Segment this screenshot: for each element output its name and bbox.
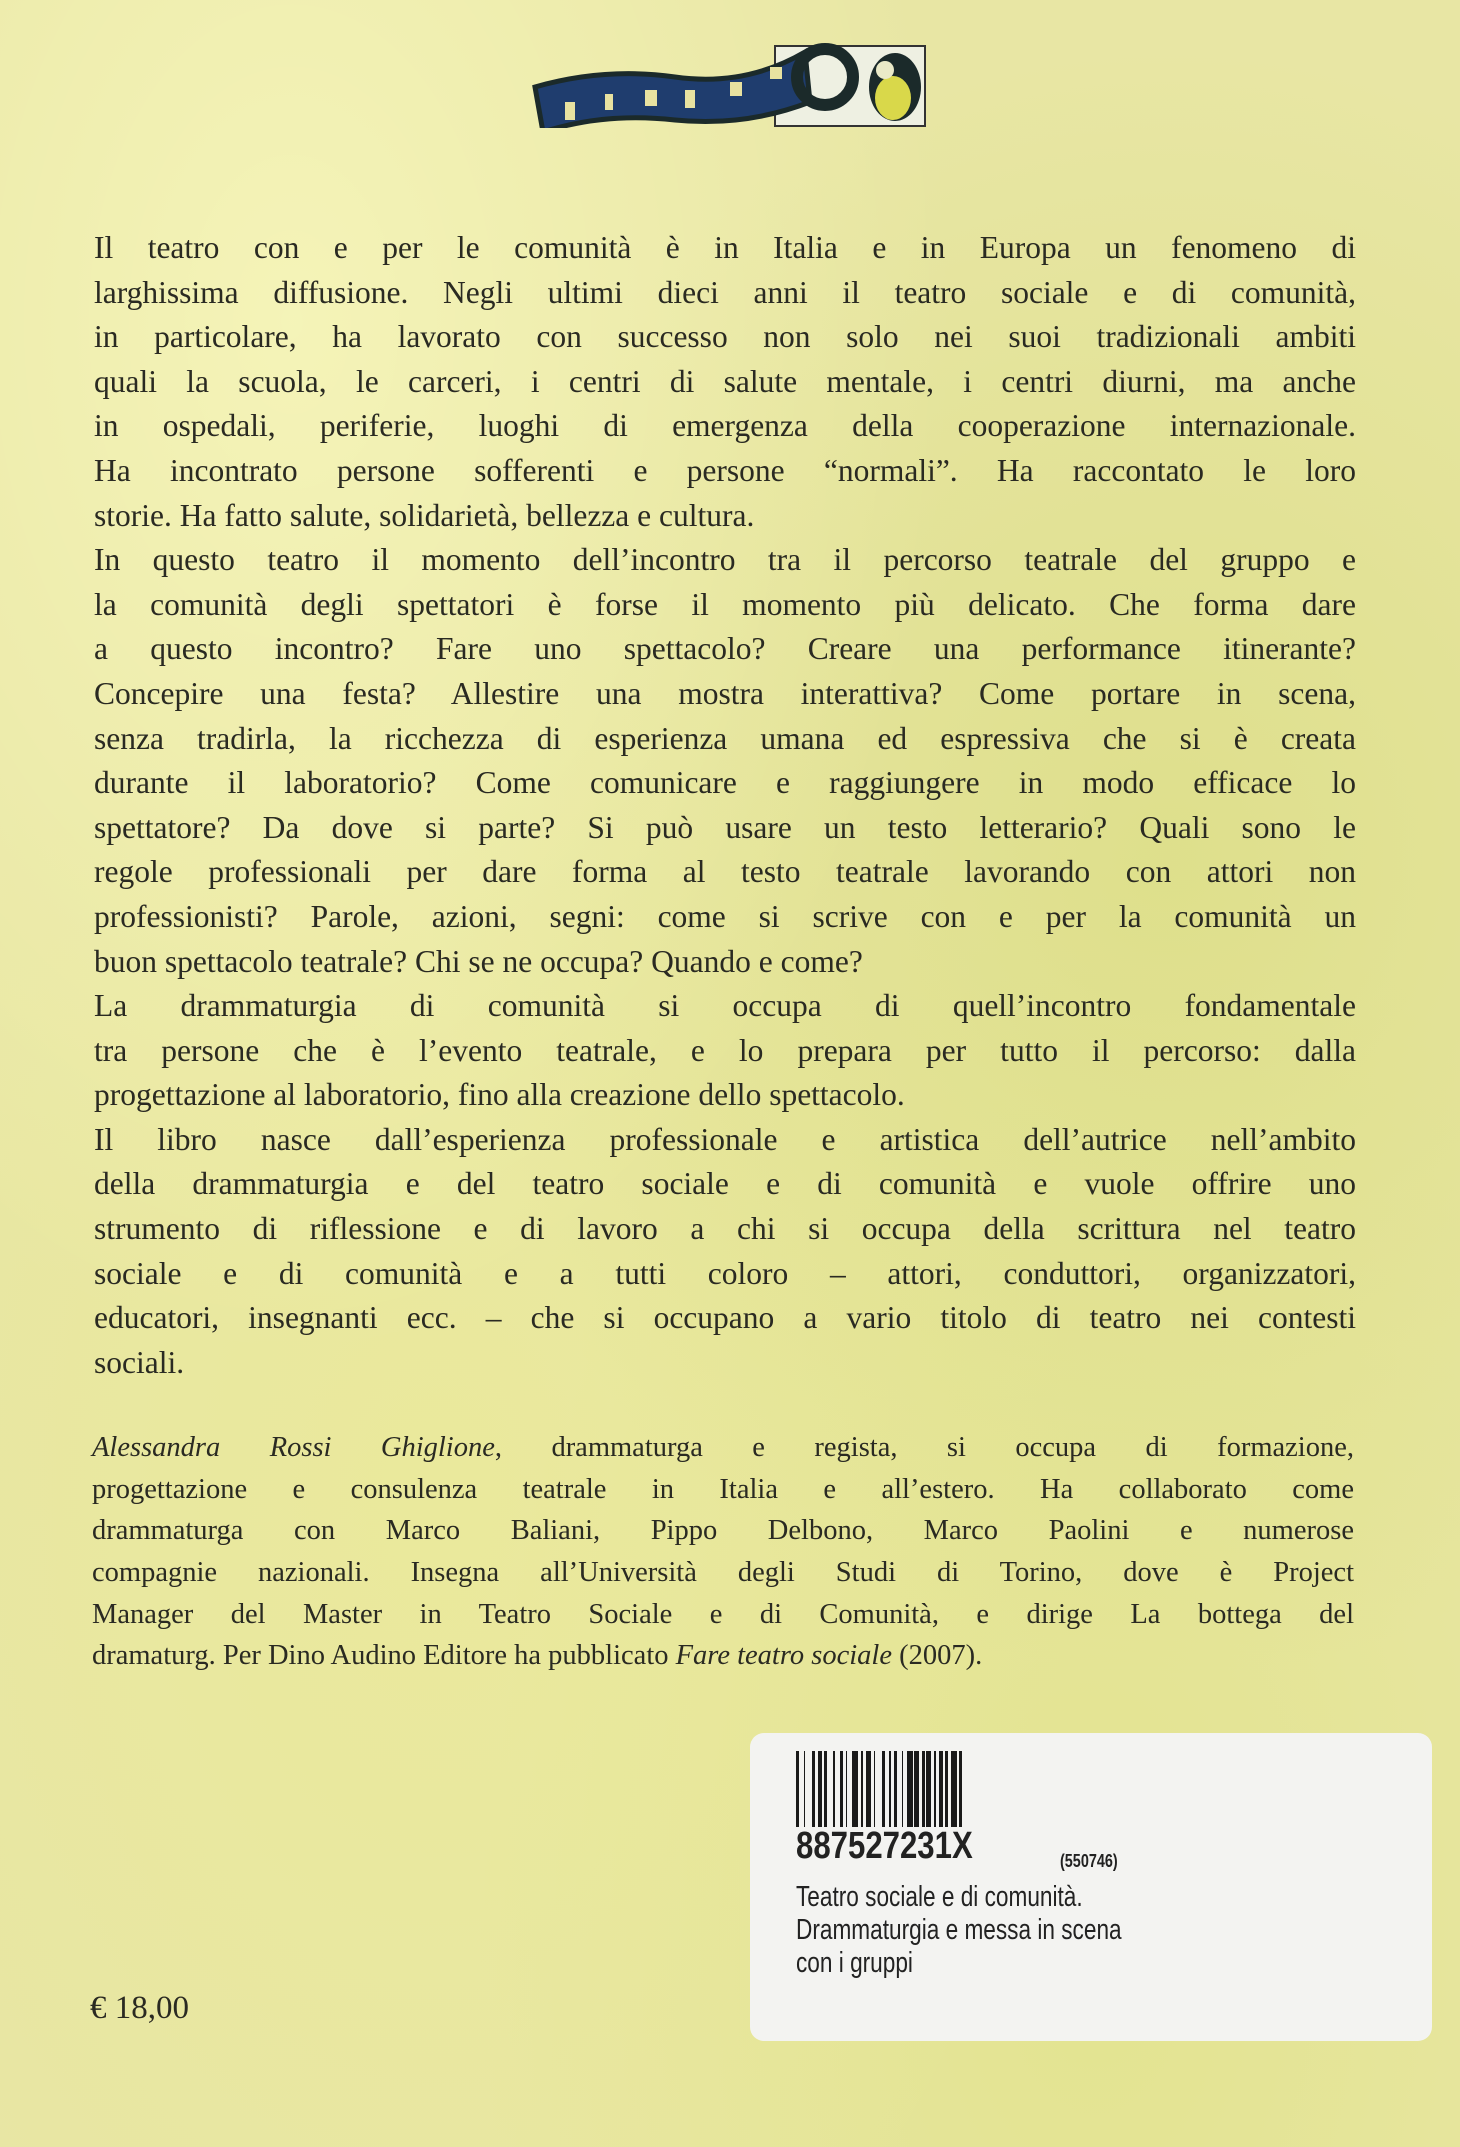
text-line: La drammaturgia di comunità si occupa di quell’incontro fondamentale xyxy=(94,988,1356,1024)
label-title-line: Teatro sociale e di comunità. xyxy=(796,1881,1083,1913)
text-line: durante il laboratorio? Come comunicare e raggiungere in modo efficace lo xyxy=(94,765,1356,801)
barcode-sticker xyxy=(750,1733,1432,2041)
text-line: spettatore? Da dove si parte? Si può usare un testo letterario? Quali sono le xyxy=(94,809,1356,845)
label-title-line: con i gruppi xyxy=(796,1947,913,1979)
text-line: in particolare, ha lavorato con successo non solo nei suoi tradizionali ambiti xyxy=(94,319,1356,355)
paragraph xyxy=(94,1118,1356,1386)
text-line: sociale e di comunità e a tutti coloro – attori, conduttori, organizzatori, xyxy=(94,1255,1356,1291)
barcode xyxy=(796,1751,1086,1827)
text-line: Concepire una festa? Allestire una mostra interattiva? Come portare in scena, xyxy=(94,675,1356,711)
bio-line: compagnie nazionali. Insegna all’Università degli Studi di Torino, dove è Project xyxy=(92,1557,1354,1589)
text-line: tra persone che è l’evento teatrale, e lo prepara per tutto il percorso: dalla xyxy=(94,1032,1356,1068)
bio-text: (2007). xyxy=(891,1640,983,1672)
text-line: larghissima diffusione. Negli ultimi dieci anni il teatro sociale e di comunità, xyxy=(94,274,1356,310)
text-line: buon spettacolo teatrale? Chi se ne occupa? Quando e come? xyxy=(94,943,863,979)
film-strip-bird-logo xyxy=(525,32,935,128)
text-line: senza tradirla, la ricchezza di esperienza umana ed espressiva che si è creata xyxy=(94,720,1356,756)
paragraph xyxy=(94,538,1356,984)
bio-line: progettazione e consulenza teatrale in Italia e all’estero. Ha collaborato come xyxy=(92,1473,1354,1505)
book-description xyxy=(94,226,1356,1385)
bio-text: dramaturg. Per Dino Audino Editore ha pubblicato xyxy=(92,1640,676,1672)
paragraph xyxy=(94,226,1356,538)
paragraph xyxy=(94,984,1356,1118)
label-title xyxy=(796,1881,1122,1980)
bio-line: Manager del Master in Teatro Sociale e di Comunità, e dirige La bottega del xyxy=(92,1598,1354,1630)
price: € 18,00 xyxy=(90,1990,189,2026)
text-line: In questo teatro il momento dell’incontro tra il percorso teatrale del gruppo e xyxy=(94,542,1356,578)
isbn: 887527231X xyxy=(796,1825,973,1867)
text-line: storie. Ha fatto salute, solidarietà, bellezza e cultura. xyxy=(94,497,755,533)
bio-line xyxy=(92,1635,1354,1677)
text-line: educatori, insegnanti ecc. – che si occupano a vario titolo di teatro nei contesti xyxy=(94,1300,1356,1336)
book-title: Fare teatro sociale xyxy=(675,1640,892,1672)
text-line: sociali. xyxy=(94,1344,185,1380)
text-line: strumento di riflessione e di lavoro a chi si occupa della scrittura nel teatro xyxy=(94,1211,1356,1247)
text-line: regole professionali per dare forma al testo teatrale lavorando con attori non xyxy=(94,854,1356,890)
text-line: della drammaturgia e del teatro sociale e di comunità e vuole offrire uno xyxy=(94,1166,1356,1202)
author-bio xyxy=(92,1427,1354,1677)
text-line: in ospedali, periferie, luoghi di emergenza della cooperazione internazionale. xyxy=(94,408,1356,444)
text-line: Ha incontrato persone sofferenti e persone “normali”. Ha raccontato le loro xyxy=(94,452,1356,488)
product-code: (550746) xyxy=(1060,1851,1118,1871)
text-line: la comunità degli spettatori è forse il momento più delicato. Che forma dare xyxy=(94,586,1356,622)
text-line: professionisti? Parole, azioni, segni: come si scrive con e per la comunità un xyxy=(94,898,1356,934)
text-line: quali la scuola, le carceri, i centri di salute mentale, i centri diurni, ma anche xyxy=(94,363,1356,399)
author-name: Alessandra Rossi Ghiglione xyxy=(92,1432,495,1463)
text-line: a questo incontro? Fare uno spettacolo? Creare una performance itinerante? xyxy=(94,631,1356,667)
bio-line: drammaturga con Marco Baliani, Pippo Delbono, Marco Paolini e numerose xyxy=(92,1515,1354,1547)
label-title-line: Drammaturgia e messa in scena xyxy=(796,1914,1122,1946)
text-line: Il libro nasce dall’esperienza professionale e artistica dell’autrice nell’ambito xyxy=(94,1121,1356,1157)
text-line: progettazione al laboratorio, fino alla creazione dello spettacolo. xyxy=(94,1077,905,1113)
barcode-bar xyxy=(962,1751,967,1827)
bio-line xyxy=(92,1427,1354,1469)
bio-text: , drammaturga e regista, si occupa di formazione, xyxy=(494,1432,1354,1463)
text-line: Il teatro con e per le comunità è in Italia e in Europa un fenomeno di xyxy=(94,230,1356,265)
